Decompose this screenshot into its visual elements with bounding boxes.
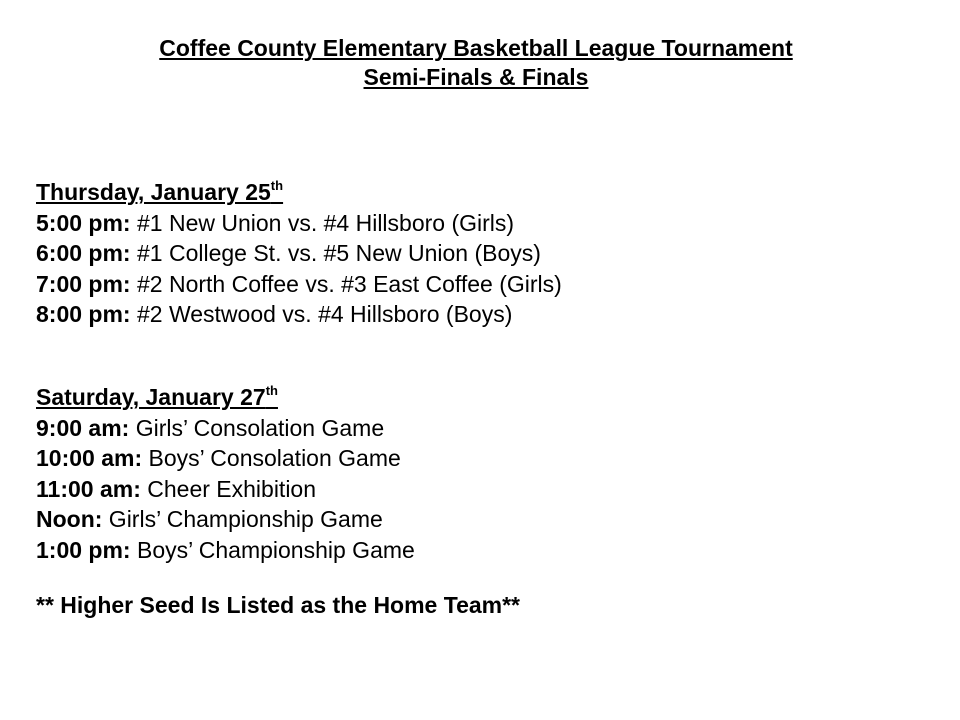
game-time: 7:00 pm: bbox=[36, 270, 131, 297]
schedule-row bbox=[36, 269, 562, 300]
game-description: Girls’ Championship Game bbox=[102, 506, 383, 532]
schedule-row bbox=[36, 299, 562, 330]
title-main-text: Coffee County Elementary Basketball League Tournament bbox=[159, 35, 793, 61]
saturday-heading-suffix: th bbox=[265, 383, 278, 398]
thursday-heading-suffix: th bbox=[270, 178, 284, 193]
game-description: Cheer Exhibition bbox=[140, 475, 317, 502]
game-description: #1 College St. vs. #5 New Union (Boys) bbox=[130, 240, 541, 266]
saturday-heading-label: Saturday, January 27 bbox=[36, 384, 266, 410]
schedule-row bbox=[36, 443, 415, 474]
game-description: #1 New Union vs. #4 Hillsboro (Girls) bbox=[130, 209, 515, 236]
schedule-row bbox=[36, 238, 562, 269]
game-time: 1:00 pm: bbox=[36, 536, 131, 563]
saturday-schedule bbox=[36, 382, 415, 565]
thursday-heading-text bbox=[36, 179, 283, 205]
schedule-row bbox=[36, 208, 562, 239]
title-line-1 bbox=[0, 34, 952, 63]
page-title bbox=[0, 34, 952, 92]
game-time: Noon: bbox=[36, 506, 103, 532]
schedule-row bbox=[36, 413, 415, 444]
thursday-heading bbox=[36, 177, 562, 208]
game-time: 8:00 pm: bbox=[36, 301, 131, 327]
schedule-row bbox=[36, 504, 415, 535]
game-time: 6:00 pm: bbox=[36, 240, 131, 266]
game-description: #2 Westwood vs. #4 Hillsboro (Boys) bbox=[130, 301, 513, 327]
thursday-schedule bbox=[36, 177, 562, 330]
game-time: 9:00 am: bbox=[36, 414, 130, 441]
game-description: Boys’ Championship Game bbox=[130, 536, 415, 563]
saturday-heading bbox=[36, 382, 415, 413]
home-team-note: ** Higher Seed Is Listed as the Home Team** bbox=[36, 592, 521, 618]
schedule-row bbox=[36, 535, 415, 566]
title-subtitle-text: Semi-Finals & Finals bbox=[363, 64, 589, 90]
game-description: Boys’ Consolation Game bbox=[142, 445, 401, 471]
game-time: 5:00 pm: bbox=[36, 209, 131, 236]
title-line-2 bbox=[0, 63, 952, 92]
game-time: 11:00 am: bbox=[36, 475, 141, 502]
game-time: 10:00 am: bbox=[36, 445, 143, 471]
schedule-row bbox=[36, 474, 415, 505]
thursday-heading-label: Thursday, January 25 bbox=[36, 179, 271, 205]
saturday-heading-text bbox=[36, 384, 278, 410]
game-description: #2 North Coffee vs. #3 East Coffee (Girls) bbox=[130, 270, 562, 297]
game-description: Girls’ Consolation Game bbox=[129, 414, 385, 441]
